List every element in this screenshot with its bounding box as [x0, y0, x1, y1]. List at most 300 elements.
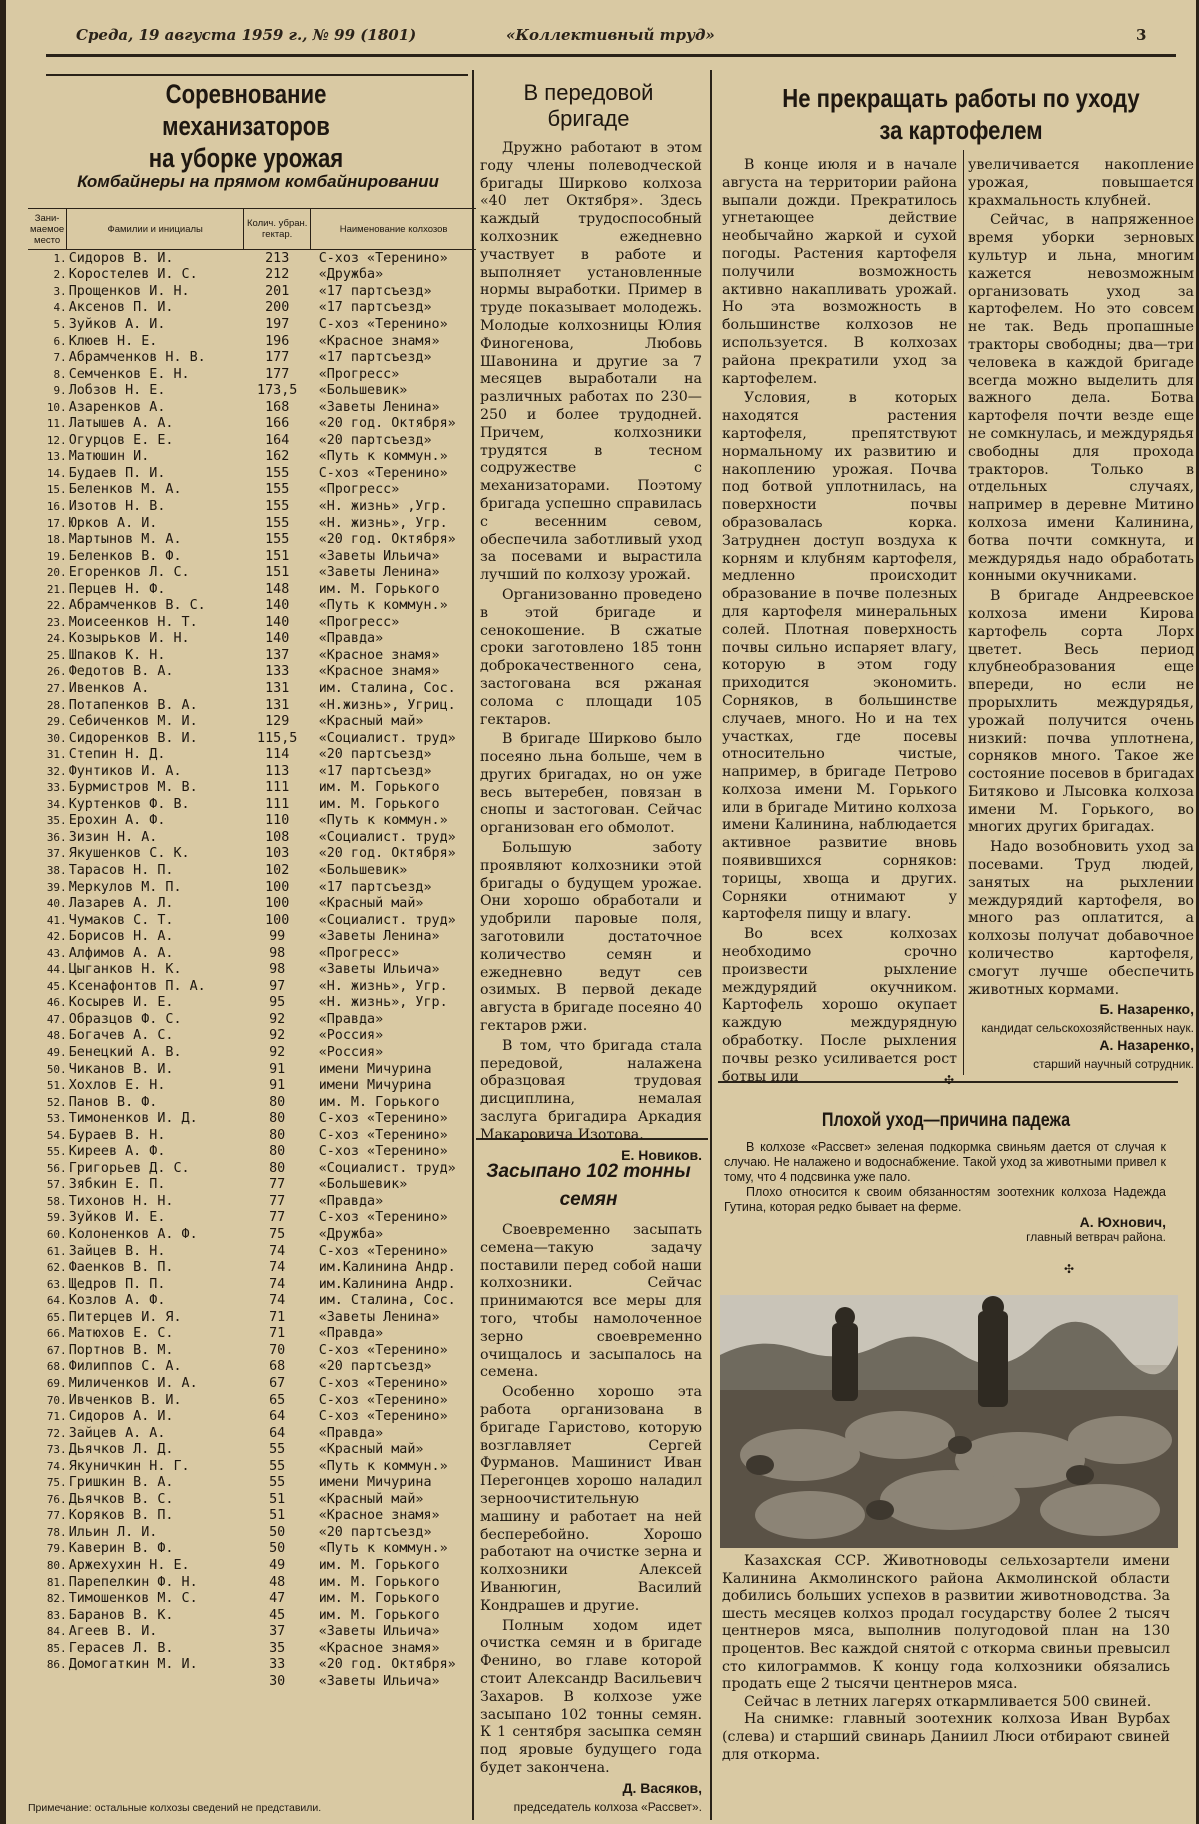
mechanic-name: Лобзов Н. Е. — [68, 383, 166, 399]
collective-farm: «Красный май» — [318, 1442, 424, 1458]
rank-place: 48. — [46, 1029, 67, 1043]
collective-farm: «Заветы Ленина» — [318, 399, 440, 415]
rank-place: 38. — [46, 864, 67, 877]
hectares-harvested: 133 — [265, 664, 290, 680]
hectares-harvested: 114 — [265, 747, 290, 763]
collective-farm: «Н. жизнь» ,Угр. — [318, 498, 448, 514]
mechanic-name: Юрков А. И. — [68, 515, 158, 531]
care-author: А. Юхнович, — [1079, 1214, 1166, 1230]
collective-farm: им. М. Горького — [318, 581, 440, 597]
table-row — [28, 1491, 476, 1508]
mechanic-name: Моисеенков Н. Т. — [68, 614, 198, 630]
table-row — [28, 1441, 476, 1458]
brigade-paragraph: В том, что бригада стала передовой, налажена образцовая трудовая дисциплина, немалая заслуга бригадира Аркадия Макаровича Изотова. — [480, 1037, 702, 1143]
mechanic-name: Федотов В. А. — [68, 664, 174, 680]
mechanic-name: Сидоренков В. И. — [68, 730, 198, 746]
table-row — [28, 1160, 476, 1177]
mechanic-name: Будаев П. И. — [68, 465, 166, 481]
seeds-author-title: председатель колхоза «Рассвет». — [513, 1799, 702, 1814]
collective-farm: им. М. Горького — [318, 1574, 440, 1590]
collective-farm: им. М. Горького — [318, 796, 440, 812]
rank-place: 4. — [53, 301, 67, 315]
seeds-paragraph: Особенно хорошо эта работа организована в бригаде Гаристово, которую возглавляет Сергей Фурманов. Машинист Иван Перегонцев хорошо наладил зерноочистительную машину и работает на ней бесперебойно. Хорошо работают на очистке зерна и колхозники Алексей Иванюгин, Василий Кондрашев и другие. — [480, 1384, 702, 1614]
rank-place: 80. — [46, 1558, 67, 1572]
mechanic-name: Шпаков К. Н. — [68, 647, 166, 663]
collective-farm: «Дружба» — [318, 267, 384, 283]
table-row — [28, 1541, 476, 1558]
mechanic-name: Филиппов С. А. — [68, 1359, 182, 1375]
rank-place: 45. — [46, 979, 67, 993]
table-row — [28, 1061, 476, 1078]
care-paragraph: Плохо относится к своим обязанностям зоотехник колхоза Надежда Гутина, которая редко бывает на ферме. — [724, 1185, 1166, 1214]
hectares-harvested: 77 — [269, 1210, 286, 1226]
collective-farm: «17 партсъезд» — [318, 763, 432, 779]
rank-place: 14. — [46, 466, 67, 480]
rank-place: 8. — [53, 367, 67, 381]
hectares-harvested: 129 — [265, 714, 290, 730]
header-farm: Наименование колхозов — [311, 209, 476, 250]
mechanic-name: Коростелев И. С. — [68, 267, 198, 283]
mechanic-name: Матюшин И. — [68, 449, 150, 465]
mechanic-name: Зайцев А. А. — [68, 1425, 166, 1441]
collective-farm: «Большевик» — [318, 1177, 408, 1193]
rank-place: 69. — [46, 1376, 67, 1390]
collective-farm: «Правда» — [318, 1425, 384, 1441]
table-row — [28, 515, 476, 532]
collective-farm: им. Сталина, Сос. — [318, 680, 456, 696]
care-paragraph: В колхозе «Рассвет» зеленая подкормка свиньям дается от случая к случаю. Не налажено и водоснабжение. Такой уход за животными привел к тому, что 4 подсвинка уже пало. — [724, 1140, 1166, 1184]
table-row — [28, 945, 476, 962]
potato-column-1 — [722, 157, 957, 1088]
rank-place: 49. — [46, 1046, 67, 1060]
potato-paragraph: Сейчас, в напряженное время уборки зерновых культур и льна, многим кажется невозможным организовать уход за картофелем. Но это совсем не так. Ведь пропашные тракторы свободны; два—три человека в каждой бригаде всегда можно выделить для важного дела. Ботва картофеля почти везде еще не сомкнулась, и междурядья свободны для прохода тракторов. Только в отдельных случаях, например в деревне Митино колхоза имени Калинина, ботва почти сомкнута, и междурядья надо обработать конными окучниками. — [968, 212, 1194, 585]
mechanic-name: Тихонов Н. Н. — [68, 1193, 174, 1209]
rank-place: 47. — [46, 1012, 67, 1026]
table-row — [28, 697, 476, 714]
mechanic-name: Ксенафонтов П. А. — [68, 978, 206, 994]
table-row — [28, 415, 476, 432]
rank-place: 6. — [53, 334, 67, 348]
hectares-harvested: 97 — [269, 978, 286, 994]
rank-place: 66. — [46, 1327, 67, 1341]
table-row — [28, 1127, 476, 1144]
mechanic-name: Дьячков Л. Д. — [68, 1442, 174, 1458]
collective-farm: «17 партсъезд» — [318, 300, 432, 316]
collective-farm: «17 партсъезд» — [318, 283, 432, 299]
rank-place: 1. — [53, 251, 67, 265]
star-ornament-icon: ✣ — [1064, 1262, 1075, 1276]
table-row — [28, 862, 476, 879]
mechanic-name: Фаенков В. П. — [68, 1260, 174, 1276]
collective-farm: «Путь к коммун.» — [318, 813, 448, 829]
hectares-harvested: 131 — [265, 697, 290, 713]
mechanic-name: Егоренков Л. С. — [68, 565, 190, 581]
rank-place: 7. — [53, 351, 67, 365]
rank-place: 20. — [46, 566, 67, 580]
table-row — [28, 1210, 476, 1227]
table-row — [28, 1326, 476, 1343]
mechanic-name: Бураев В. Н. — [68, 1127, 166, 1143]
mechanic-name: Себиченков М. И. — [68, 714, 198, 730]
mechanic-name: Огурцов Е. Е. — [68, 432, 174, 448]
masthead — [66, 26, 1166, 56]
hectares-harvested: 77 — [269, 1177, 286, 1193]
mechanic-name: Ерохин А. Ф. — [68, 813, 166, 829]
mechanic-name: Козырьков И. Н. — [68, 631, 190, 647]
hectares-harvested: 95 — [269, 995, 286, 1011]
hectares-harvested: 212 — [265, 267, 290, 283]
collective-farm: «Заветы Ильича» — [318, 962, 440, 978]
mechanic-name: Клюев Н. Е. — [68, 333, 158, 349]
column-rule-2 — [710, 70, 712, 1820]
hectares-harvested: 65 — [269, 1392, 286, 1408]
hectares-harvested: 213 — [265, 250, 290, 266]
rank-place: 17. — [46, 516, 67, 530]
hectares-harvested: 77 — [269, 1193, 286, 1209]
table-row — [28, 829, 476, 846]
collective-farm: «Красное знамя» — [318, 664, 440, 680]
hectares-harvested: 100 — [265, 896, 290, 912]
table-row — [28, 664, 476, 681]
mechanic-name: Беленков М. А. — [68, 482, 182, 498]
mechanic-name: Агеев В. И. — [68, 1624, 158, 1640]
collective-farm: «Прогресс» — [318, 614, 400, 630]
seeds-article — [480, 1222, 702, 1816]
hectares-harvested: 74 — [269, 1293, 286, 1309]
table-row — [28, 366, 476, 383]
collective-farm: «Большевик» — [318, 383, 408, 399]
hectares-harvested: 64 — [269, 1409, 286, 1425]
collective-farm: им. М. Горького — [318, 1607, 440, 1623]
table-row — [28, 730, 476, 747]
hectares-harvested: 98 — [269, 945, 286, 961]
table-row — [28, 1292, 476, 1309]
table-row — [28, 564, 476, 581]
hectares-harvested: 71 — [269, 1326, 286, 1342]
mechanic-name: Абрамченков Н. В. — [68, 350, 206, 366]
mechanic-name: Козлов А. Ф. — [68, 1293, 166, 1309]
mechanic-name: Герасев Л. В. — [68, 1640, 174, 1656]
rank-place: 16. — [46, 499, 67, 513]
table-row — [28, 349, 476, 366]
mechanic-name: Семченков Е. Н. — [68, 366, 190, 382]
collective-farm: С-хоз «Теренино» — [318, 1144, 448, 1160]
hectares-harvested: 48 — [269, 1574, 286, 1590]
hectares-harvested: 33 — [269, 1657, 286, 1673]
collective-farm: «Социалист. труд» — [318, 912, 456, 928]
table-row — [28, 928, 476, 945]
rank-place: 68. — [46, 1360, 67, 1374]
mechanic-name: Парепелкин Ф. Н. — [68, 1574, 198, 1590]
rank-place: 34. — [46, 797, 67, 811]
mechanic-name: Бурмистров М. В. — [68, 780, 198, 796]
collective-farm: «Правда» — [318, 1193, 384, 1209]
collective-farm: «Заветы Ленина» — [318, 1309, 440, 1325]
hectares-harvested: 111 — [265, 796, 290, 812]
table-row — [28, 813, 476, 830]
collective-farm: «20 партсъезд» — [318, 1524, 432, 1540]
hectares-harvested: 155 — [265, 532, 290, 548]
table-row — [28, 1028, 476, 1045]
rank-place: 52. — [46, 1095, 67, 1109]
collective-farm: имени Мичурина — [318, 1061, 432, 1077]
mechanic-name: Якушенков С. К. — [68, 846, 190, 862]
hectares-harvested: 47 — [269, 1591, 286, 1607]
rank-place: 74. — [46, 1459, 67, 1473]
rank-place: 58. — [46, 1194, 67, 1208]
collective-farm: «Социалист. труд» — [318, 730, 456, 746]
mechanic-name: Аржехухин Н. Е. — [68, 1557, 190, 1573]
mechanic-name: Панов В. Ф. — [68, 1094, 158, 1110]
table-row — [28, 333, 476, 350]
hectares-harvested: 50 — [269, 1524, 286, 1540]
collective-farm: С-хоз «Теренино» — [318, 1375, 448, 1391]
hectares-harvested: 92 — [269, 1011, 286, 1027]
hectares-harvested: 151 — [265, 565, 290, 581]
rank-place: 18. — [46, 533, 67, 547]
mechanic-name: Азаренков А. — [68, 399, 166, 415]
table-row — [28, 895, 476, 912]
mechanic-name: Баранов В. К. — [68, 1607, 174, 1623]
hectares-harvested: 103 — [265, 846, 290, 862]
table-row — [28, 498, 476, 515]
hectares-harvested: 91 — [269, 1078, 286, 1094]
potato-title-line2: за картофелем — [879, 115, 1043, 145]
table-row — [28, 382, 476, 399]
rank-place: 61. — [46, 1244, 67, 1258]
table-row — [28, 780, 476, 797]
collective-farm: им. М. Горького — [318, 1557, 440, 1573]
collective-farm: «17 партсъезд» — [318, 879, 432, 895]
collective-farm: «Путь к коммун.» — [318, 1458, 448, 1474]
hectares-harvested: 148 — [265, 581, 290, 597]
rank-place: 2. — [53, 268, 67, 282]
table-row — [28, 267, 476, 284]
rank-place: 65. — [46, 1310, 67, 1324]
rank-place: 86. — [46, 1658, 67, 1672]
table-row — [28, 1375, 476, 1392]
hectares-harvested: 140 — [265, 631, 290, 647]
rank-place: 59. — [46, 1211, 67, 1225]
table-row — [28, 1508, 476, 1525]
rank-place: 56. — [46, 1161, 67, 1175]
hectares-harvested: 200 — [265, 300, 290, 316]
collective-farm: «Путь к коммун.» — [318, 1541, 448, 1557]
collective-farm: С-хоз «Теренино» — [318, 1392, 448, 1408]
rank-place: 54. — [46, 1128, 67, 1142]
table-row — [28, 548, 476, 565]
table-row — [28, 1177, 476, 1194]
rank-place: 84. — [46, 1625, 67, 1639]
table-row — [28, 1640, 476, 1657]
hectares-harvested: 98 — [269, 962, 286, 978]
table-row — [28, 283, 476, 300]
mechanic-name: Сидоров В. И. — [68, 250, 174, 266]
rank-place: 31. — [46, 748, 67, 762]
hectares-harvested: 108 — [265, 829, 290, 845]
rank-place: 26. — [46, 665, 67, 679]
table-row — [28, 1094, 476, 1111]
mechanic-name: Лазарев А. Л. — [68, 896, 174, 912]
collective-farm: «20 год. Октября» — [318, 532, 456, 548]
table-row — [28, 631, 476, 648]
rank-place: 81. — [46, 1575, 67, 1589]
hectares-harvested: 168 — [265, 399, 290, 415]
potato-author-1-title: кандидат сельскохозяйственных наук. — [981, 1021, 1194, 1036]
hectares-harvested: 51 — [269, 1491, 286, 1507]
rank-place: 30. — [46, 731, 67, 745]
rank-place: 76. — [46, 1492, 67, 1506]
collective-farm: С-хоз «Теренино» — [318, 1127, 448, 1143]
hectares-harvested: 80 — [269, 1111, 286, 1127]
potato-paragraph: Условия, в которых находятся растения картофеля, препятствуют нормальному их развитию и накоплению урожая. Почва под ботвой уплотнилась, на поверхности почвы образовалась корка. Затруднен доступ воздуха к корням и клубням картофеля, медленно происходит образование в почве полезных для картофеля минеральных солей. Плотная поверхность почвы сильно испаряет влагу, которую в этом году приходится экономить. Сорняков, в большинстве случаев, много. Но и на тех участках, где посевы относительно чистые, например, в бригаде Петрово колхоза имени М. Горького или в бригаде Митино колхоза имени Калинина, наблюдается активное развитие вновь появившихся сорняков: торицы, хвоща и других. Сорняки отнимают у картофеля пищу и влагу. — [722, 390, 957, 923]
care-article — [724, 1140, 1166, 1244]
mechanic-name: Образцов Ф. С. — [68, 1011, 182, 1027]
hectares-harvested: 55 — [269, 1442, 286, 1458]
hectares-harvested: 37 — [269, 1624, 286, 1640]
table-row — [28, 432, 476, 449]
table-row — [28, 978, 476, 995]
table-row — [28, 449, 476, 466]
rank-place: 24. — [46, 632, 67, 646]
rank-place: 41. — [46, 913, 67, 927]
newspaper-page — [6, 0, 1196, 1824]
mechanic-name: Зуйков А. И. — [68, 316, 166, 332]
table-row — [28, 1474, 476, 1491]
table-row — [28, 1408, 476, 1425]
hectares-harvested: 155 — [265, 482, 290, 498]
care-title: Плохой уход—причина падежа — [821, 1110, 1071, 1131]
brigade-paragraph: В бригаде Ширково было посеяно льна больше, чем в других бригадах, но он уже весь вытеребен, повязан в снопы и застогован. Сейчас организован его обмолот. — [480, 731, 702, 837]
collective-farm: «Н.жизнь», Угриц. — [318, 697, 456, 713]
mechanic-name: Дьячков В. С. — [68, 1491, 174, 1507]
table-row — [28, 300, 476, 317]
mechanic-name: Алфимов А. А. — [68, 945, 174, 961]
mechanic-name: Хохлов Е. Н. — [68, 1078, 166, 1094]
seeds-title — [476, 1158, 701, 1214]
collective-farm: «Правда» — [318, 1011, 384, 1027]
hectares-harvested: 51 — [269, 1508, 286, 1524]
rank-place: 40. — [46, 897, 67, 911]
hectares-harvested: 196 — [265, 333, 290, 349]
collective-farm: «Красное знамя» — [318, 333, 440, 349]
table-row — [28, 912, 476, 929]
rank-place: 63. — [46, 1277, 67, 1291]
mechanic-name: Тимошенков М. С. — [68, 1591, 198, 1607]
mechanic-name: Зизин Н. А. — [68, 829, 158, 845]
potato-author-2-title: старший научный сотрудник. — [1033, 1057, 1194, 1072]
hectares-harvested: 140 — [265, 614, 290, 630]
rank-place: 27. — [46, 681, 67, 695]
rank-place: 13. — [46, 450, 67, 464]
table-row — [28, 1359, 476, 1376]
collective-farm: имени Мичурина — [318, 1475, 432, 1491]
table-row — [28, 399, 476, 416]
rank-place: 29. — [46, 715, 67, 729]
collective-farm: «Социалист. труд» — [318, 829, 456, 845]
table-row — [28, 647, 476, 664]
rank-place: 43. — [46, 946, 67, 960]
table-row — [28, 1144, 476, 1161]
rank-place: 19. — [46, 549, 67, 563]
collective-farm: «Россия» — [318, 1028, 384, 1044]
rank-place — [28, 1673, 67, 1690]
collective-farm: «20 год. Октября» — [318, 846, 456, 862]
hectares-harvested: 115,5 — [257, 730, 298, 746]
rank-place: 62. — [46, 1261, 67, 1275]
brigade-author: Е. Новиков. — [621, 1146, 702, 1163]
table-row — [28, 1524, 476, 1541]
rank-place: 44. — [46, 963, 67, 977]
mechanic-name: Бенецкий А. В. — [68, 1045, 182, 1061]
mechanic-name: Коряков В. П. — [68, 1508, 174, 1524]
collective-farm: «Прогресс» — [318, 945, 400, 961]
table-row — [28, 995, 476, 1012]
table-row — [28, 1458, 476, 1475]
hectares-harvested: 35 — [269, 1640, 286, 1656]
ranking-header-row — [28, 209, 476, 250]
potato-paragraph: В бригаде Андреевское колхоза имени Кирова картофель сорта Лорх цветет. Весь период клубнеобразования еще впереди, но если не прорыхлить междурядья, урожай получится очень низкий: почва уплотнена, сорняков много. Такое же состояние посевов в бригадах Битяково и Лысовка колхоза имени М. Горького, во многих других бригадах. — [968, 588, 1194, 836]
potato-column-2 — [968, 157, 1194, 1073]
collective-farm: С-хоз «Теренино» — [318, 1409, 448, 1425]
hectares-harvested: 55 — [269, 1475, 286, 1491]
collective-farm: «Путь к коммун.» — [318, 598, 448, 614]
seeds-paragraph: Полным ходом идет очистка семян и в бригаде Фенино, во главе которой стоит Александр Васильевич Захаров. В колхозе уже засыпано 102 тонны семян. К 1 сентября засыпка семян под яровые будущего года будет закончена. — [480, 1617, 702, 1776]
hectares-harvested: 70 — [269, 1342, 286, 1358]
table-row — [28, 1243, 476, 1260]
collective-farm: «Правда» — [318, 1326, 384, 1342]
rank-place: 25. — [46, 648, 67, 662]
hectares-harvested: 80 — [269, 1144, 286, 1160]
table-row — [28, 713, 476, 730]
collective-farm: «20 год. Октября» — [318, 416, 456, 432]
mechanic-name: Портнов В. М. — [68, 1342, 174, 1358]
rank-place: 33. — [46, 781, 67, 795]
collective-farm: «Н. жизнь», Угр. — [318, 515, 448, 531]
mechanic-name: Каверин В. Ф. — [68, 1541, 174, 1557]
table-row — [28, 1259, 476, 1276]
mechanic-name: Якуничкин Н. Г. — [68, 1458, 190, 1474]
collective-farm: «Прогресс» — [318, 482, 400, 498]
table-row — [28, 531, 476, 548]
collective-farm: «Н. жизнь», Угр. — [318, 978, 448, 994]
table-row — [28, 614, 476, 631]
collective-farm: С-хоз «Теренино» — [318, 1243, 448, 1259]
hectares-harvested: 155 — [265, 498, 290, 514]
collective-farm: им. Сталина, Сос. — [318, 1293, 456, 1309]
collective-farm: «20 партсъезд» — [318, 747, 432, 763]
ranking-table — [28, 208, 476, 1690]
collective-farm: им. М. Горького — [318, 1094, 440, 1110]
hectares-harvested: 75 — [269, 1227, 286, 1243]
hectares-harvested: 45 — [269, 1607, 286, 1623]
hectares-harvested: 74 — [269, 1276, 286, 1292]
table-row — [28, 763, 476, 780]
brigade-paragraph: Большую заботу проявляют колхозники этой бригады о будущем урожае. Они хорошо обработали и удобрили паровые поля, заготовили достаточное количество семян и ежедневно ведут сев озимых. В первой декаде августа в бригаде посеяно 40 гектаров ржи. — [480, 840, 702, 1035]
collective-farm: С-хоз «Теренино» — [318, 465, 448, 481]
collective-farm: С-хоз «Теренино» — [318, 250, 448, 266]
collective-farm: «Заветы Ильича» — [318, 548, 440, 564]
competition-subtitle: Комбайнеры на прямом комбайнировании — [77, 172, 439, 191]
rank-place: 82. — [46, 1592, 67, 1606]
hectares-harvested: 164 — [265, 432, 290, 448]
hectares-harvested: 113 — [265, 763, 290, 779]
rank-place: 39. — [46, 880, 67, 894]
mechanic-name: Чиканов В. И. — [68, 1061, 174, 1077]
collective-farm: С-хоз «Теренино» — [318, 1111, 448, 1127]
collective-farm: «Заветы Ленина» — [318, 929, 440, 945]
photo-article-paragraph: Сейчас в летних лагерях откармливается 500 свиней. — [744, 1693, 1152, 1710]
